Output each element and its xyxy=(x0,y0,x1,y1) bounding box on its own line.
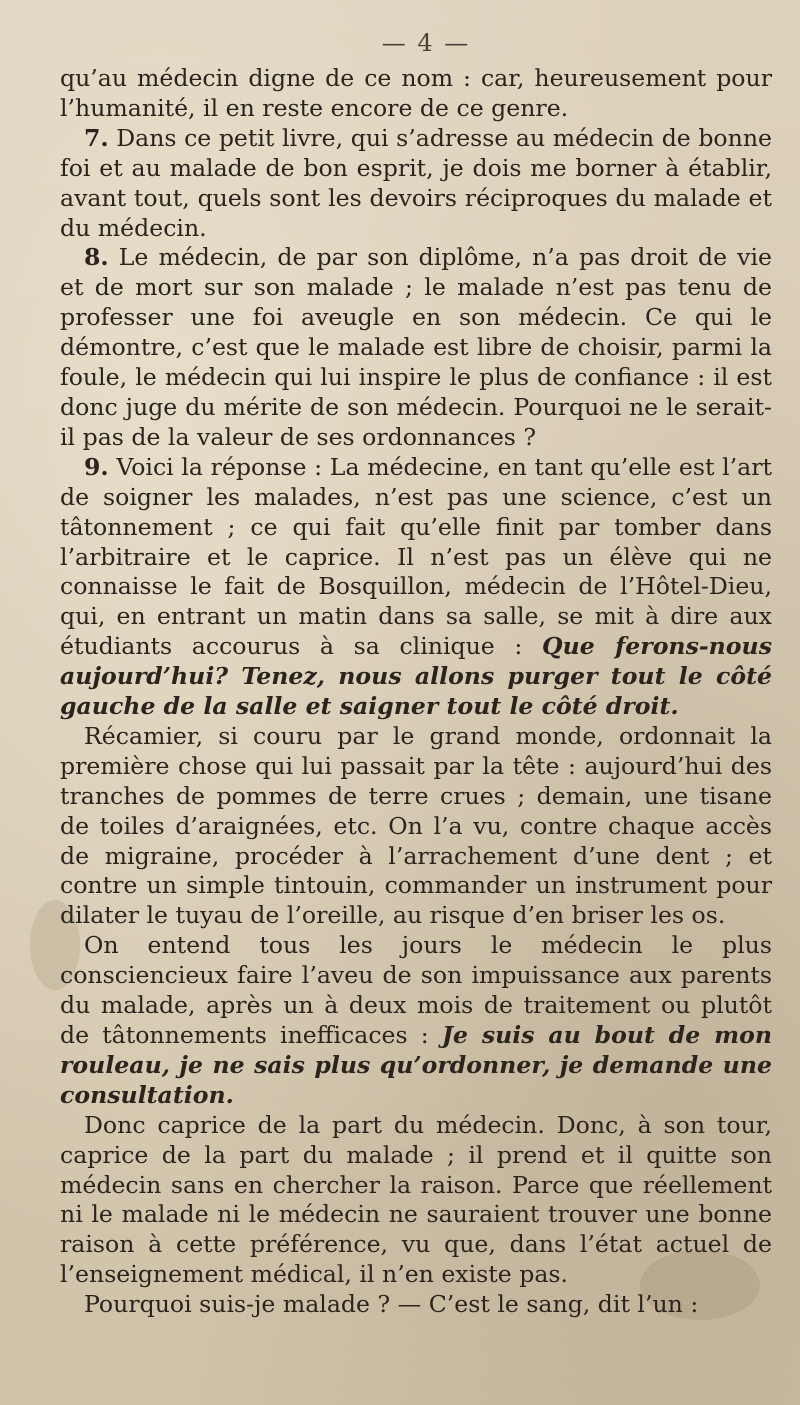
paragraph-text: Voici la réponse : La médecine, en tant qu’elle est l’art de soigner les malades, n’est pas une science, c’est un tâtonnement ; ce qui fait qu’elle finit par tomber dans l’arbitraire et le caprice. Il n’est pas un élève qui ne connaisse le fait de Bosquillon, médecin de l’Hôtel-Dieu, qui, en entrant un matin dans sa salle, se mit à dire aux étudiants accourus à sa clinique : xyxy=(60,452,773,661)
paragraph-consultation xyxy=(60,931,772,1110)
paragraph-text: qu’au médecin digne de ce nom : car, heureusement pour l’humanité, il en reste encore de ce genre. xyxy=(60,64,772,122)
paragraph-text: Le médecin, de par son diplôme, n’a pas droit de vie et de mort sur son malade ; le malade n’est pas tenu de professer une foi aveugle en son médecin. Ce qui le démontre, c’est que le malade est libre de choisir, parmi la foule, le médecin qui lui inspire le plus de confiance : il est donc juge du mérite de son médecin. Pourquoi ne le serait-il pas de la valeur de ses ordonnances ? xyxy=(60,243,773,451)
paragraph-text: On entend tous les jours le médecin le plus consciencieux faire l’aveu de son impuissance aux parents du malade, après un à deux mois de traitement ou plutôt de tâtonnements inefficaces : xyxy=(60,931,772,1049)
paragraph-number: 9. xyxy=(84,452,109,481)
paragraph-text: Dans ce petit livre, qui s’adresse au médecin de bonne foi et au malade de bon esprit, je dois me borner à établir, avant tout, quels sont les devoirs réciproques du malade et du médecin. xyxy=(60,123,772,242)
paragraph-8 xyxy=(60,243,772,452)
paragraph-number: 8. xyxy=(84,243,109,272)
page-body xyxy=(60,64,772,1320)
italic-quote: Je suis au bout de mon rouleau, je ne sais plus qu’ordonner, je demande une consultation. xyxy=(60,1021,772,1109)
paragraph-text: Récamier, si couru par le grand monde, ordonnait la première chose qui lui passait par la tête : aujourd’hui des tranches de pommes de terre crues ; demain, une tisane de toiles d’araignées, etc. On l’a vu, contre chaque accès de migraine, procéder à l’arrachement d’une dent ; et contre un simple tintouin, commander un instrument pour dilater le tuyau de l’oreille, au risque d’en briser les os. xyxy=(60,721,772,930)
paragraph-9 xyxy=(60,453,772,722)
paragraph-question xyxy=(60,1290,772,1320)
paragraph-continued xyxy=(60,64,772,124)
page-number-header: — 4 — xyxy=(381,29,471,57)
paragraph-recamier xyxy=(60,722,772,931)
italic-quote: Que ferons-nous aujourd’hui? Tenez, nous allons purger tout le côté gauche de la salle et saigner tout le côté droit. xyxy=(60,632,772,721)
book-page xyxy=(60,26,772,1320)
paragraph-number: 7. xyxy=(84,123,109,152)
paragraph-text: Donc caprice de la part du médecin. Donc, à son tour, caprice de la part du malade ; il prend et il quitte son médecin sans en chercher la raison. Parce que réellement ni le malade ni le médecin ne sauraient trouver une bonne raison à cette préférence, vu que, dans l’état actuel de l’enseignement médical, il n’en existe pas. xyxy=(60,1110,772,1289)
paragraph-caprice xyxy=(60,1111,772,1290)
paragraph-7 xyxy=(60,124,772,244)
paragraph-text: Pourquoi suis-je malade ? — C’est le sang, dit l’un : xyxy=(84,1290,699,1319)
